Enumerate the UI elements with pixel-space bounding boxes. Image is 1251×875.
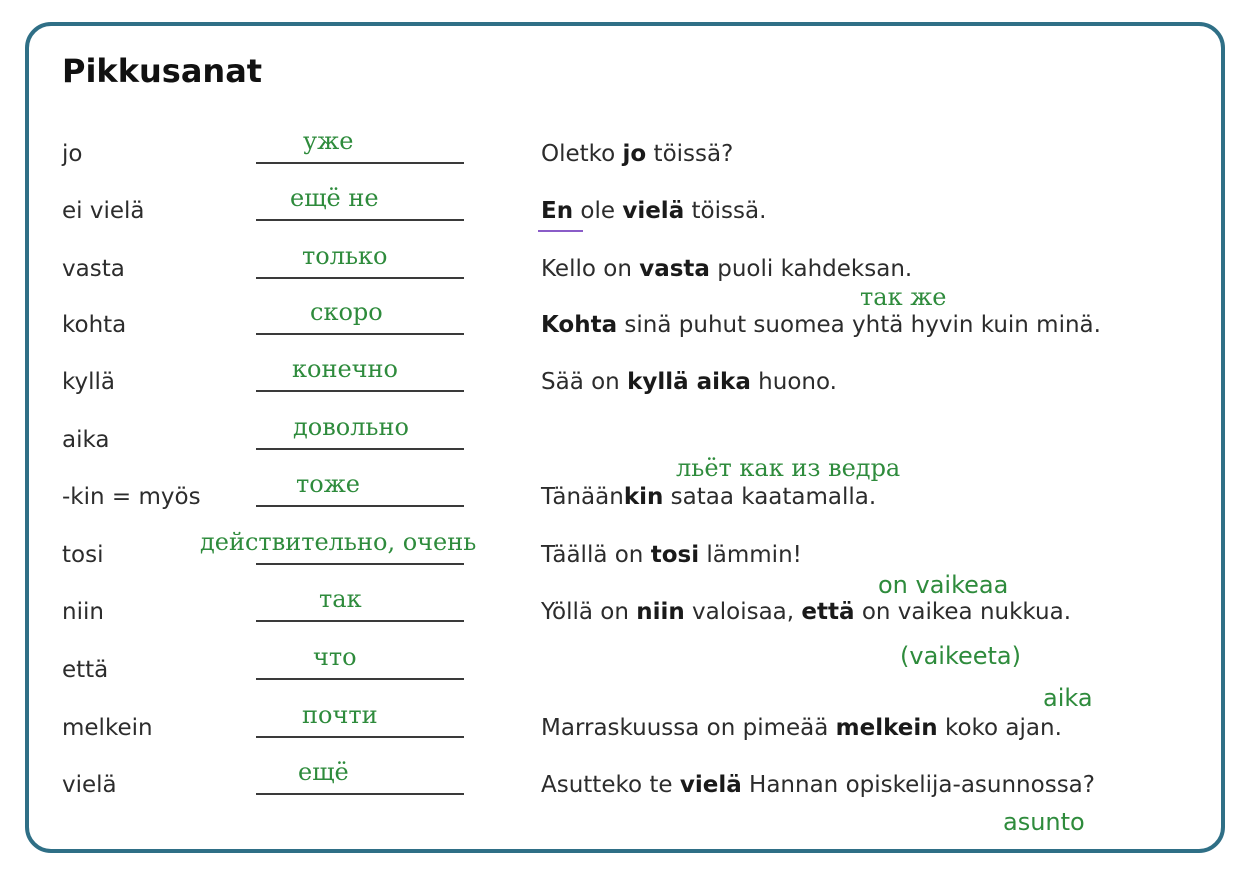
handwritten-translation: почти bbox=[302, 701, 378, 729]
handwritten-translation: уже bbox=[303, 127, 354, 155]
word-label: -kin = myös bbox=[62, 484, 201, 510]
handwritten-translation: действительно, очень bbox=[200, 528, 477, 556]
answer-blank-line[interactable] bbox=[256, 736, 464, 738]
answer-blank-line[interactable] bbox=[256, 620, 464, 622]
answer-blank-line[interactable] bbox=[256, 333, 464, 335]
word-label: aika bbox=[62, 427, 110, 453]
sentence-text: Marraskuussa on pimeää bbox=[541, 715, 836, 741]
bold-keyword: tosi bbox=[650, 542, 700, 568]
example-sentence bbox=[541, 771, 1095, 799]
example-sentence bbox=[541, 598, 1071, 626]
bold-keyword: että bbox=[801, 599, 855, 625]
example-sentence bbox=[541, 483, 876, 511]
answer-blank-line[interactable] bbox=[256, 678, 464, 680]
word-label: niin bbox=[62, 599, 104, 625]
answer-blank-line[interactable] bbox=[256, 219, 464, 221]
example-sentence bbox=[541, 255, 912, 283]
handwritten-translation: ещё не bbox=[290, 184, 379, 212]
bold-keyword: melkein bbox=[835, 715, 938, 741]
sentence-text: sinä puhut suomea yhtä hyvin kuin minä. bbox=[617, 312, 1101, 338]
note-on-vaikeaa: on vaikeaa bbox=[878, 571, 1009, 599]
sentence-text: Täällä on bbox=[541, 542, 651, 568]
sentence-text: Oletko bbox=[541, 141, 623, 167]
example-sentence bbox=[541, 140, 733, 168]
answer-blank-line[interactable] bbox=[256, 162, 464, 164]
example-sentence bbox=[541, 714, 1062, 742]
sentence-text: Yöllä on bbox=[541, 599, 637, 625]
handwritten-translation: так bbox=[319, 585, 362, 613]
bold-keyword: jo bbox=[622, 141, 647, 167]
example-sentence bbox=[541, 368, 837, 396]
bold-keyword: Kohta bbox=[541, 312, 618, 338]
handwritten-translation: конечно bbox=[292, 355, 398, 383]
example-sentence bbox=[541, 541, 802, 569]
word-label: vasta bbox=[62, 256, 125, 282]
bold-keyword: kin bbox=[623, 484, 664, 510]
bold-keyword: kyllä aika bbox=[627, 369, 751, 395]
answer-blank-line[interactable] bbox=[256, 793, 464, 795]
answer-blank-line[interactable] bbox=[256, 563, 464, 565]
bold-keyword: niin bbox=[636, 599, 685, 625]
note-asunto: asunto bbox=[1003, 808, 1085, 836]
handwritten-translation: только bbox=[302, 242, 388, 270]
page-title: Pikkusanat bbox=[62, 52, 263, 90]
answer-blank-line[interactable] bbox=[256, 390, 464, 392]
sentence-text: Tänään bbox=[541, 484, 624, 510]
sentence-text: lämmin! bbox=[699, 542, 802, 568]
handwritten-translation: тоже bbox=[296, 470, 361, 498]
word-label: kyllä bbox=[62, 369, 115, 395]
sentence-text: koko ajan. bbox=[937, 715, 1062, 741]
handwritten-translation: довольно bbox=[293, 413, 409, 441]
word-label: ei vielä bbox=[62, 198, 145, 224]
bold-keyword: En bbox=[541, 198, 574, 224]
sentence-text: on vaikea nukkua. bbox=[854, 599, 1072, 625]
answer-blank-line[interactable] bbox=[256, 505, 464, 507]
handwritten-translation: что bbox=[313, 643, 357, 671]
sentence-text: puoli kahdeksan. bbox=[709, 256, 913, 282]
example-sentence bbox=[541, 197, 766, 225]
sentence-text: valoisaa, bbox=[684, 599, 802, 625]
word-label: tosi bbox=[62, 542, 104, 568]
handwritten-translation: ещё bbox=[298, 758, 349, 786]
bold-keyword: vielä bbox=[679, 772, 742, 798]
note-aika: aika bbox=[1043, 684, 1093, 712]
word-label: jo bbox=[62, 141, 83, 167]
note-tak-zhe: так же bbox=[860, 283, 947, 311]
sentence-text: töissä. bbox=[684, 198, 767, 224]
word-label: vielä bbox=[62, 772, 117, 798]
word-label: kohta bbox=[62, 312, 127, 338]
word-label: että bbox=[62, 657, 109, 683]
sentence-text: huono. bbox=[750, 369, 837, 395]
note-vaikeeta: (vaikeeta) bbox=[900, 642, 1021, 670]
sentence-text: ole bbox=[573, 198, 623, 224]
sentence-text: sataa kaatamalla. bbox=[663, 484, 877, 510]
word-label: melkein bbox=[62, 715, 153, 741]
answer-blank-line[interactable] bbox=[256, 448, 464, 450]
sentence-text: Hannan opiskelija-asunnossa? bbox=[741, 772, 1095, 798]
bold-keyword: vasta bbox=[639, 256, 710, 282]
purple-underline-mark bbox=[538, 230, 583, 232]
answer-blank-line[interactable] bbox=[256, 277, 464, 279]
sentence-text: Kello on bbox=[541, 256, 640, 282]
sentence-text: töissä? bbox=[646, 141, 734, 167]
sentence-text: Asutteko te bbox=[541, 772, 680, 798]
handwritten-translation: скоро bbox=[310, 298, 383, 326]
example-sentence bbox=[541, 311, 1101, 339]
bold-keyword: vielä bbox=[622, 198, 685, 224]
sentence-text: Sää on bbox=[541, 369, 628, 395]
note-lyot-kak-iz-vedra: льёт как из ведра bbox=[676, 454, 901, 482]
